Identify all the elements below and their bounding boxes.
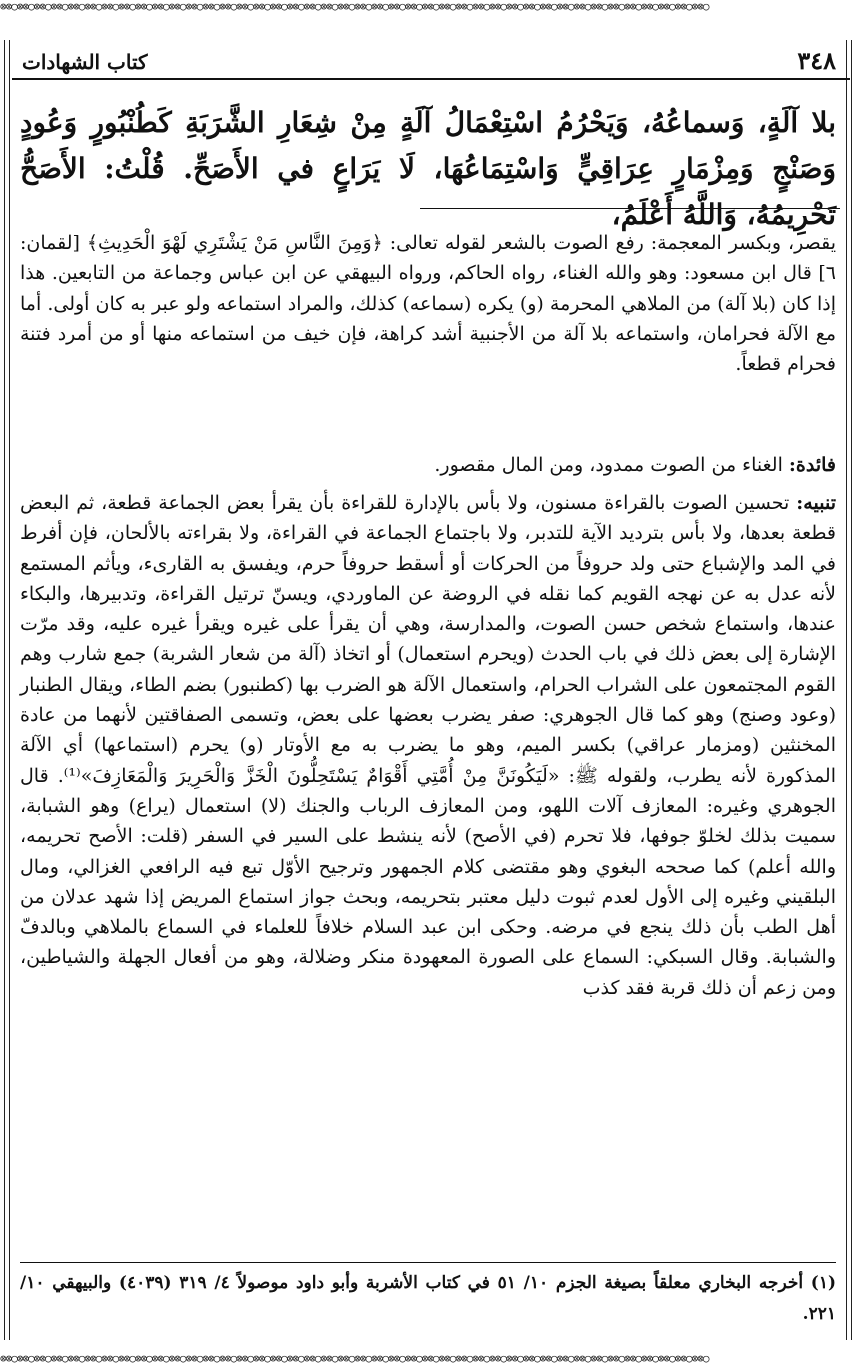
right-border-line <box>846 40 852 1340</box>
commentary-paragraph-3 <box>20 488 836 1003</box>
book-title: كتاب الشهادات <box>22 50 148 74</box>
notice-label: تنبيه: <box>796 492 836 514</box>
matn-text: بلا آلَةٍ، وَسماعُهُ، وَيَحْرُمُ اسْتِعْمَالُ آلَةٍ مِنْ شِعَارِ الشَّرَبَةِ كَطُنْبُورٍ وَعُودٍ وَصَنْجٍ وَمِزْمَارٍ عِرَاقِيٍّ وَاسْتِمَاعُهَا، لَا يَرَاعٍ في الأَصَحِّ. قُلْتُ: الأَصَحُّ تَحْرِيمُهُ، وَاللَّهُ أَعْلَمُ، <box>20 106 836 231</box>
benefit-text: الغناء من الصوت ممدود، ومن المال مقصور. <box>434 454 789 476</box>
bottom-border-ornament: ⊗⊗○⊗⊗○⊗⊗○⊗⊗○⊗⊗○⊗⊗○⊗⊗○⊗⊗○⊗⊗○⊗⊗○⊗⊗○⊗⊗○⊗⊗○⊗⊗○⊗⊗○⊗⊗○⊗⊗○⊗⊗○⊗⊗○⊗⊗○⊗⊗○⊗⊗○⊗⊗○⊗⊗○⊗⊗○⊗⊗○⊗⊗○⊗⊗○⊗⊗○⊗⊗○⊗⊗○⊗⊗○⊗⊗○⊗⊗○⊗⊗○⊗⊗○⊗⊗○⊗⊗○⊗⊗○⊗⊗○⊗⊗○⊗⊗○ <box>0 1352 709 1365</box>
benefit-label: فائدة: <box>788 454 836 476</box>
commentary-paragraph-2 <box>20 450 836 480</box>
footnote: (١) أخرجه البخاري معلقاً بصيغة الجزم ١٠/ ٥١ في كتاب الأشربة وأبو داود موصولاً ٤/ ٣١٩ (٤٠٣٩) والبيهقي ١٠/ ٢٢١. <box>20 1273 837 1324</box>
notice-text: تحسين الصوت بالقراءة مسنون، ولا بأس بالإدارة للقراءة بأن يقرأ بعض الجماعة قطعة، ثم البعض قطعة بعدها، ولا بأس بترديد الآية للتدبر، ولا باجتماع الجماعة في القراءة، ولا بقراءته بالألحان، فإن أفرط في المد والإشباع حتى ولد حروفاً من الحركات أو أسقط حروفاً حرم، ويفسق به القارىء، ويأثم المستمع لأنه عدل به عن نهجه القويم كما نقله في الروضة عن الماوردي، ويسنّ ترتيل القراءة، وتدبيرها، والبكاء عندها، واستماع شخص حسن الصوت، والمدارسة، وهي أن يقرأ على غيره ويقرأ غيره عليه، وقد مرّت الإشارة إلى بعض ذلك في باب الحدث (ويحرم استعمال) أو اتخاذ (آلة من شعار الشربة) جمع شارب وهم القوم المجتمعون على الشراب الحرام، واستعمال الآلة هو الضرب بها (كطنبور) بضم الطاء، ويقال الطنبار (وعود وصنج) وهو كما قال الجوهري: صفر يضرب بعضها على بعض، وتسمى الصفاقتين لأنهما من عادة المخنثين (ومزمار عراقي) بكسر الميم، وهو ما يضرب به مع الأوتار (و) يحرم (استماعها) أي الآلة المذكورة لأنه يطرب، ولقوله ﷺ: «لَيَكُونَنَّ مِنْ أُمَّتِي أَقْوَامٌ يَسْتَحِلُّونَ الْخَزَّ وَالْحَرِيرَ وَالْمَعَازِفَ»⁽¹⁾. قال الجوهري وغيره: المعازف آلات اللهو، ومن المعازف الرباب والجنك (لا) استعمال (يراع) وهو الشبابة، سميت بذلك لخلوّ جوفها، فلا تحرم (في الأصح) لأنه ينشط على السير في السفر (قلت: الأصح تحريمه، والله أعلم) كما صححه البغوي وهو مقتضى كلام الجمهور وترجيح الأوّل تبع فيه الرافعي الغزالي، ومال البلقيني وغيره إلى الأول لعدم ثبوت دليل معتبر بتحريمه، وبحث جواز استماع المريض إذا شهد عدلان من أهل الطب بأن ذلك ينجع في مرضه. وحكى ابن عبد السلام خلافاً للعلماء في السماع بالملاهي وبالدفّ والشبابة. وقال السبكي: السماع على الصورة المعهودة منكر وضلالة، وهو من أفعال الجهلة والشياطين، ومن زعم أن ذلك قربة فقد كذب <box>20 492 836 999</box>
page-header <box>12 44 850 76</box>
footnote-divider <box>20 1262 836 1263</box>
commentary-paragraph-1: يقصر، وبكسر المعجمة: رفع الصوت بالشعر لقوله تعالى: ﴿وَمِنَ النَّاسِ مَنْ يَشْتَرِي لَهْوَ الْحَدِيثِ﴾ [لقمان: ٦] قال ابن مسعود: وهو والله الغناء، رواه الحاكم، ورواه البيهقي عن ابن عباس وجماعة من التابعين. هذا إذا كان (بلا آلة) من الملاهي المحرمة (و) يكره (سماعه) كذلك، والمراد استماعه ولو عبر به كان أولى. أما مع الآلة فحرامان، واستماعه بلا آلة من الأجنبية أشد كراهة، فإن خيف من استماعه منها أو من أمرد فتنة فحرام قطعاً. <box>20 232 836 376</box>
matn-divider <box>420 208 840 209</box>
header-divider <box>12 78 850 80</box>
page-number: ٣٤٨ <box>797 46 836 75</box>
top-border-ornament: ⊗⊗○⊗⊗○⊗⊗○⊗⊗○⊗⊗○⊗⊗○⊗⊗○⊗⊗○⊗⊗○⊗⊗○⊗⊗○⊗⊗○⊗⊗○⊗⊗○⊗⊗○⊗⊗○⊗⊗○⊗⊗○⊗⊗○⊗⊗○⊗⊗○⊗⊗○⊗⊗○⊗⊗○⊗⊗○⊗⊗○⊗⊗○⊗⊗○⊗⊗○⊗⊗○⊗⊗○⊗⊗○⊗⊗○⊗⊗○⊗⊗○⊗⊗○⊗⊗○⊗⊗○⊗⊗○⊗⊗○⊗⊗○⊗⊗○ <box>0 0 709 13</box>
left-border-line <box>4 40 10 1340</box>
